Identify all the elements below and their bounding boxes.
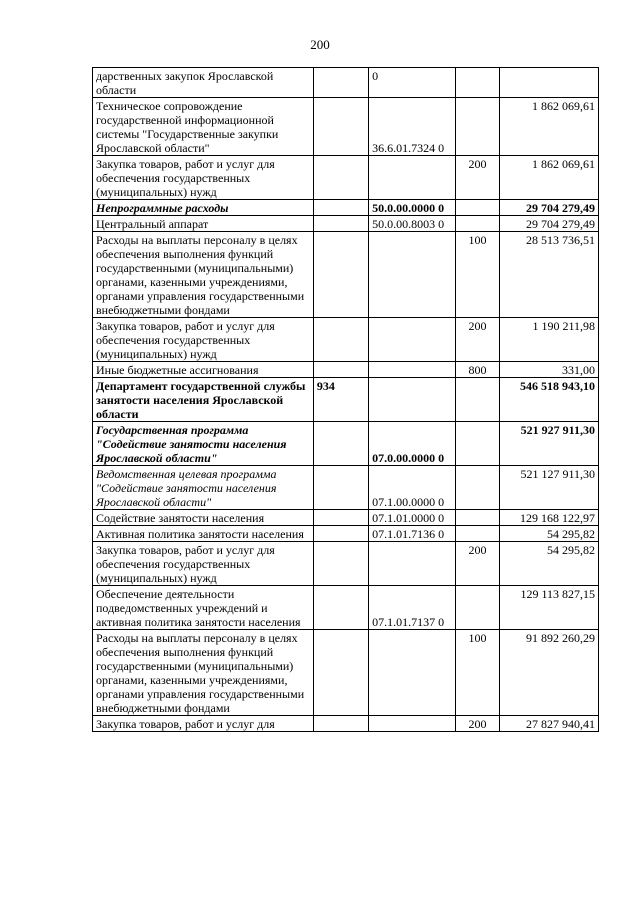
row-code-cell (369, 630, 456, 716)
row-amount-cell: 546 518 943,10 (499, 378, 598, 422)
row-amount-cell: 1 190 211,98 (499, 318, 598, 362)
row-name-cell: Расходы на выплаты персоналу в целях обеспечения выполнения функций государственными (муниципальными) органами, казенными учреждениями, органами управления государственными внебюджетными фондами (93, 630, 314, 716)
row-dept-cell (313, 216, 368, 232)
table-row (93, 200, 599, 216)
row-code-cell: 50.0.00.8003 0 (369, 216, 456, 232)
row-dept-cell (313, 362, 368, 378)
table-row (93, 68, 599, 98)
row-expense-type-cell: 200 (456, 716, 499, 732)
table-row (93, 362, 599, 378)
table-row (93, 156, 599, 200)
row-amount-cell: 129 113 827,15 (499, 586, 598, 630)
row-code-cell: 07.1.01.0000 0 (369, 510, 456, 526)
row-code-cell: 50.0.00.0000 0 (369, 200, 456, 216)
table-row (93, 716, 599, 732)
row-code-cell (369, 542, 456, 586)
page-number: 200 (310, 37, 330, 52)
row-name-cell: Техническое сопровождение государственной информационной системы "Государственные закупки Ярославской области" (93, 98, 314, 156)
row-name-cell: Активная политика занятости населения (93, 526, 314, 542)
row-code-cell (369, 378, 456, 422)
row-name-cell: Закупка товаров, работ и услуг для обеспечения государственных (муниципальных) нужд (93, 318, 314, 362)
row-dept-cell (313, 526, 368, 542)
row-expense-type-cell (456, 526, 499, 542)
table-row (93, 216, 599, 232)
row-dept-cell (313, 156, 368, 200)
row-code-cell (369, 318, 456, 362)
row-code-cell: 07.0.00.0000 0 (369, 422, 456, 466)
row-name-cell: Центральный аппарат (93, 216, 314, 232)
row-amount-cell: 521 927 911,30 (499, 422, 598, 466)
row-amount-cell: 54 295,82 (499, 542, 598, 586)
row-dept-cell (313, 630, 368, 716)
row-code-cell: 07.1.00.0000 0 (369, 466, 456, 510)
row-dept-cell (313, 318, 368, 362)
row-amount-cell: 331,00 (499, 362, 598, 378)
row-amount-cell: 29 704 279,49 (499, 200, 598, 216)
row-expense-type-cell: 200 (456, 542, 499, 586)
row-name-cell: Расходы на выплаты персоналу в целях обеспечения выполнения функций государственными (муниципальными) органами, казенными учреждениями, органами управления государственными внебюджетными фондами (93, 232, 314, 318)
row-expense-type-cell: 200 (456, 156, 499, 200)
row-name-cell: Обеспечение деятельности подведомственных учреждений и активная политика занятости населения (93, 586, 314, 630)
row-amount-cell: 91 892 260,29 (499, 630, 598, 716)
row-code-cell (369, 716, 456, 732)
row-amount-cell: 27 827 940,41 (499, 716, 598, 732)
row-expense-type-cell (456, 422, 499, 466)
row-amount-cell: 1 862 069,61 (499, 156, 598, 200)
row-dept-cell (313, 422, 368, 466)
row-code-cell (369, 362, 456, 378)
row-expense-type-cell (456, 378, 499, 422)
row-code-cell: 36.6.01.7324 0 (369, 98, 456, 156)
table-row (93, 318, 599, 362)
row-dept-cell (313, 68, 368, 98)
row-dept-cell (313, 232, 368, 318)
row-name-cell: Содействие занятости населения (93, 510, 314, 526)
row-expense-type-cell: 100 (456, 232, 499, 318)
row-name-cell: Иные бюджетные ассигнования (93, 362, 314, 378)
table-row (93, 630, 599, 716)
row-name-cell: Закупка товаров, работ и услуг для (93, 716, 314, 732)
table-row (93, 466, 599, 510)
row-expense-type-cell: 200 (456, 318, 499, 362)
row-expense-type-cell: 100 (456, 630, 499, 716)
row-dept-cell: 934 (313, 378, 368, 422)
row-dept-cell (313, 542, 368, 586)
row-dept-cell (313, 510, 368, 526)
row-name-cell: Ведомственная целевая программа "Содействие занятости населения Ярославской области" (93, 466, 314, 510)
row-amount-cell: 29 704 279,49 (499, 216, 598, 232)
table-row (93, 232, 599, 318)
table-row (93, 98, 599, 156)
row-amount-cell: 521 127 911,30 (499, 466, 598, 510)
row-dept-cell (313, 586, 368, 630)
row-code-cell: 0 (369, 68, 456, 98)
row-code-cell: 07.1.01.7136 0 (369, 526, 456, 542)
row-expense-type-cell: 800 (456, 362, 499, 378)
row-name-cell: дарственных закупок Ярославской области (93, 68, 314, 98)
row-name-cell: Департамент государственной службы занятости населения Ярославской области (93, 378, 314, 422)
row-amount-cell: 28 513 736,51 (499, 232, 598, 318)
table-row (93, 378, 599, 422)
table-row (93, 510, 599, 526)
row-amount-cell: 54 295,82 (499, 526, 598, 542)
row-amount-cell: 129 168 122,97 (499, 510, 598, 526)
row-dept-cell (313, 466, 368, 510)
row-dept-cell (313, 200, 368, 216)
table-row (93, 586, 599, 630)
row-amount-cell (499, 68, 598, 98)
row-code-cell (369, 156, 456, 200)
row-expense-type-cell (456, 216, 499, 232)
budget-table (92, 67, 599, 732)
row-amount-cell: 1 862 069,61 (499, 98, 598, 156)
row-expense-type-cell (456, 98, 499, 156)
row-expense-type-cell (456, 586, 499, 630)
row-expense-type-cell (456, 200, 499, 216)
row-code-cell: 07.1.01.7137 0 (369, 586, 456, 630)
table-row (93, 422, 599, 466)
row-dept-cell (313, 98, 368, 156)
row-name-cell: Закупка товаров, работ и услуг для обеспечения государственных (муниципальных) нужд (93, 542, 314, 586)
row-expense-type-cell (456, 510, 499, 526)
row-name-cell: Непрограммные расходы (93, 200, 314, 216)
row-dept-cell (313, 716, 368, 732)
table-row (93, 526, 599, 542)
row-expense-type-cell (456, 466, 499, 510)
table-row (93, 542, 599, 586)
row-name-cell: Закупка товаров, работ и услуг для обеспечения государственных (муниципальных) нужд (93, 156, 314, 200)
budget-table-body (93, 68, 599, 732)
row-expense-type-cell (456, 68, 499, 98)
row-code-cell (369, 232, 456, 318)
row-name-cell: Государственная программа "Содействие занятости населения Ярославской области" (93, 422, 314, 466)
